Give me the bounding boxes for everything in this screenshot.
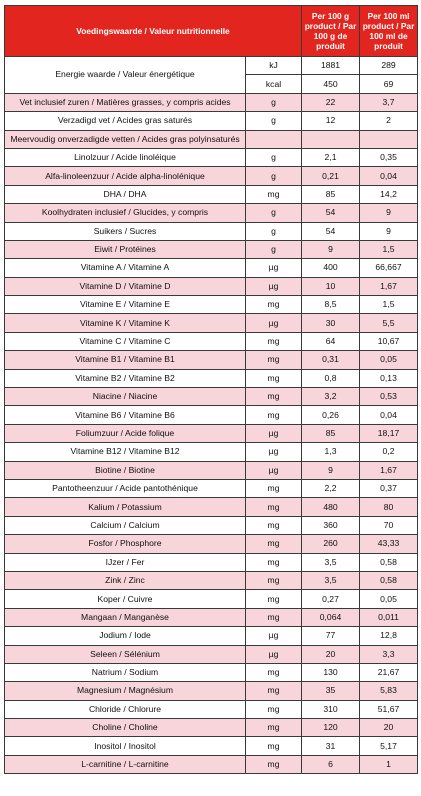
unit-cell: mg — [246, 608, 302, 626]
unit-cell: mg — [246, 737, 302, 755]
per-100g-value: 30 — [302, 314, 360, 332]
nutrient-name: Verzadigd vet / Acides gras saturés — [5, 112, 246, 130]
per-100ml-value: 1,5 — [360, 296, 418, 314]
per-100g-value — [302, 130, 360, 148]
unit-cell: µg — [246, 424, 302, 442]
energy-label: Energie waarde / Valeur énergétique — [5, 57, 246, 94]
nutrient-name: Seleen / Sélénium — [5, 645, 246, 663]
per-100g-value: 22 — [302, 93, 360, 111]
per-100g-value: 77 — [302, 627, 360, 645]
per-100g-value: 0,27 — [302, 590, 360, 608]
unit-cell: mg — [246, 351, 302, 369]
per-100ml-value: 0,13 — [360, 369, 418, 387]
per-100ml-value: 1,5 — [360, 240, 418, 258]
table-row — [5, 755, 418, 773]
unit-cell: µg — [246, 443, 302, 461]
per-100ml-value: 2 — [360, 112, 418, 130]
per-100ml-value: 1 — [360, 755, 418, 773]
unit-cell: mg — [246, 479, 302, 497]
per-100ml-value: 43,33 — [360, 535, 418, 553]
per-100ml-value: 0,05 — [360, 351, 418, 369]
energy-kj-per100g: 1881 — [302, 57, 360, 75]
table-row — [5, 719, 418, 737]
unit-cell: µg — [246, 277, 302, 295]
per-100ml-value: 3,3 — [360, 645, 418, 663]
per-100g-value: 64 — [302, 332, 360, 350]
unit-cell: µg — [246, 314, 302, 332]
table-row — [5, 645, 418, 663]
per-100g-value: 480 — [302, 498, 360, 516]
per-100g-value: 2,2 — [302, 479, 360, 497]
per-100g-value: 10 — [302, 277, 360, 295]
per-100g-value: 120 — [302, 719, 360, 737]
table-row — [5, 627, 418, 645]
per-100ml-value: 0,37 — [360, 479, 418, 497]
table-row — [5, 388, 418, 406]
unit-cell: mg — [246, 185, 302, 203]
per-100g-value: 8,5 — [302, 296, 360, 314]
nutrient-name: Jodium / Iode — [5, 627, 246, 645]
per-100g-value: 3,5 — [302, 553, 360, 571]
nutrient-name: Koper / Cuivre — [5, 590, 246, 608]
table-row — [5, 737, 418, 755]
unit-cell: mg — [246, 755, 302, 773]
nutrient-name: Vitamine E / Vitamine E — [5, 296, 246, 314]
per-100g-value: 3,2 — [302, 388, 360, 406]
per-100ml-value: 5,5 — [360, 314, 418, 332]
per-100g-value: 0,26 — [302, 406, 360, 424]
table-row — [5, 535, 418, 553]
nutrient-name: Vitamine B1 / Vitamine B1 — [5, 351, 246, 369]
unit-cell: mg — [246, 535, 302, 553]
nutrient-name: Fosfor / Phosphore — [5, 535, 246, 553]
table-row — [5, 351, 418, 369]
per-100g-value: 35 — [302, 682, 360, 700]
unit-cell: mg — [246, 406, 302, 424]
per-100ml-value: 18,17 — [360, 424, 418, 442]
per-100g-header: Per 100 g product / Par 100 g de produit — [302, 6, 360, 57]
per-100ml-value: 14,2 — [360, 185, 418, 203]
table-row — [5, 204, 418, 222]
nutrient-name: Niacine / Niacine — [5, 388, 246, 406]
unit-cell: mg — [246, 590, 302, 608]
table-row — [5, 406, 418, 424]
nutrient-name: Inositol / Inositol — [5, 737, 246, 755]
unit-cell: g — [246, 204, 302, 222]
unit-cell: mg — [246, 682, 302, 700]
nutrient-name: Calcium / Calcium — [5, 516, 246, 534]
per-100ml-value: 21,67 — [360, 663, 418, 681]
table-row — [5, 498, 418, 516]
table-row — [5, 682, 418, 700]
nutrient-name: Magnesium / Magnésium — [5, 682, 246, 700]
table-row — [5, 93, 418, 111]
per-100g-value: 85 — [302, 424, 360, 442]
unit-cell — [246, 130, 302, 148]
nutrient-name: Vitamine C / Vitamine C — [5, 332, 246, 350]
table-row — [5, 608, 418, 626]
per-100ml-value: 0,2 — [360, 443, 418, 461]
nutrition-table — [4, 5, 418, 774]
nutrient-name: Vitamine B2 / Vitamine B2 — [5, 369, 246, 387]
unit-cell: g — [246, 240, 302, 258]
table-row — [5, 516, 418, 534]
unit-cell: g — [246, 222, 302, 240]
per-100g-value: 2,1 — [302, 148, 360, 166]
per-100ml-value: 9 — [360, 204, 418, 222]
per-100ml-value: 12,8 — [360, 627, 418, 645]
nutrient-name: Vitamine D / Vitamine D — [5, 277, 246, 295]
nutrient-name: Vitamine B12 / Vitamine B12 — [5, 443, 246, 461]
nutrient-name: Vitamine A / Vitamine A — [5, 259, 246, 277]
per-100ml-value: 0,58 — [360, 553, 418, 571]
unit-cell: mg — [246, 332, 302, 350]
unit-cell: g — [246, 167, 302, 185]
table-row — [5, 424, 418, 442]
table-title: Voedingswaarde / Valeur nutritionnelle — [5, 6, 302, 57]
per-100ml-value: 9 — [360, 222, 418, 240]
table-row — [5, 277, 418, 295]
table-row — [5, 112, 418, 130]
unit-cell: µg — [246, 461, 302, 479]
table-header-row — [5, 6, 418, 57]
per-100ml-value: 51,67 — [360, 700, 418, 718]
per-100g-value: 360 — [302, 516, 360, 534]
per-100g-value: 31 — [302, 737, 360, 755]
per-100g-value: 6 — [302, 755, 360, 773]
per-100g-value: 54 — [302, 204, 360, 222]
table-row — [5, 240, 418, 258]
table-row — [5, 479, 418, 497]
unit-cell: g — [246, 93, 302, 111]
table-row — [5, 259, 418, 277]
nutrient-name: Vitamine B6 / Vitamine B6 — [5, 406, 246, 424]
energy-kcal-unit: kcal — [246, 75, 302, 93]
nutrient-name: IJzer / Fer — [5, 553, 246, 571]
per-100ml-value: 0,58 — [360, 571, 418, 589]
per-100ml-value: 5,83 — [360, 682, 418, 700]
nutrient-name: Natrium / Sodium — [5, 663, 246, 681]
per-100ml-value: 66,667 — [360, 259, 418, 277]
per-100ml-value: 0,35 — [360, 148, 418, 166]
nutrient-name: Vet inclusief zuren / Matières grasses, y compris acides — [5, 93, 246, 111]
per-100ml-value: 3,7 — [360, 93, 418, 111]
nutrient-name: Alfa-linoleenzuur / Acide alpha-linolénique — [5, 167, 246, 185]
energy-kj-per100ml: 289 — [360, 57, 418, 75]
per-100g-value: 9 — [302, 461, 360, 479]
per-100ml-value: 5,17 — [360, 737, 418, 755]
table-row — [5, 700, 418, 718]
nutrient-name: Suikers / Sucres — [5, 222, 246, 240]
per-100g-value: 310 — [302, 700, 360, 718]
unit-cell: mg — [246, 516, 302, 534]
per-100g-value: 12 — [302, 112, 360, 130]
unit-cell: g — [246, 148, 302, 166]
unit-cell: mg — [246, 663, 302, 681]
nutrient-name: Biotine / Biotine — [5, 461, 246, 479]
unit-cell: mg — [246, 553, 302, 571]
per-100g-value: 0,8 — [302, 369, 360, 387]
unit-cell: mg — [246, 296, 302, 314]
nutrient-name: DHA / DHA — [5, 185, 246, 203]
unit-cell: g — [246, 112, 302, 130]
per-100g-value: 1,3 — [302, 443, 360, 461]
table-row — [5, 590, 418, 608]
unit-cell: mg — [246, 719, 302, 737]
nutrient-name: Meervoudig onverzadigde vetten / Acides gras polyinsaturés — [5, 130, 246, 148]
nutrient-name: Pantotheenzuur / Acide pantothénique — [5, 479, 246, 497]
nutrient-name: Vitamine K / Vitamine K — [5, 314, 246, 332]
per-100ml-value: 80 — [360, 498, 418, 516]
nutrient-name: Eiwit / Protéines — [5, 240, 246, 258]
nutrient-name: Choline / Choline — [5, 719, 246, 737]
nutrient-name: L-carnitine / L-carnitine — [5, 755, 246, 773]
energy-kcal-per100ml: 69 — [360, 75, 418, 93]
energy-row-kj — [5, 57, 418, 75]
unit-cell: µg — [246, 627, 302, 645]
nutrient-name: Mangaan / Manganèse — [5, 608, 246, 626]
energy-kcal-per100g: 450 — [302, 75, 360, 93]
per-100g-value: 54 — [302, 222, 360, 240]
table-row — [5, 148, 418, 166]
per-100ml-value: 0,011 — [360, 608, 418, 626]
table-row — [5, 571, 418, 589]
per-100g-value: 20 — [302, 645, 360, 663]
unit-cell: µg — [246, 259, 302, 277]
per-100g-value: 9 — [302, 240, 360, 258]
per-100g-value: 85 — [302, 185, 360, 203]
unit-cell: mg — [246, 369, 302, 387]
unit-cell: mg — [246, 571, 302, 589]
per-100ml-value: 1,67 — [360, 277, 418, 295]
per-100g-value: 0,064 — [302, 608, 360, 626]
table-row — [5, 296, 418, 314]
per-100ml-value: 0,04 — [360, 406, 418, 424]
per-100ml-value — [360, 130, 418, 148]
table-row — [5, 443, 418, 461]
per-100ml-header: Per 100 ml product / Par 100 ml de produit — [360, 6, 418, 57]
per-100g-value: 400 — [302, 259, 360, 277]
nutrient-name: Linolzuur / Acide linoléique — [5, 148, 246, 166]
table-row — [5, 314, 418, 332]
per-100ml-value: 0,04 — [360, 167, 418, 185]
unit-cell: µg — [246, 645, 302, 663]
table-row — [5, 663, 418, 681]
nutrient-name: Koolhydraten inclusief / Glucides, y compris — [5, 204, 246, 222]
per-100ml-value: 20 — [360, 719, 418, 737]
nutrient-name: Chloride / Chlorure — [5, 700, 246, 718]
table-row — [5, 461, 418, 479]
per-100g-value: 0,31 — [302, 351, 360, 369]
table-row — [5, 222, 418, 240]
per-100g-value: 0,21 — [302, 167, 360, 185]
per-100ml-value: 10,67 — [360, 332, 418, 350]
table-row — [5, 130, 418, 148]
per-100g-value: 130 — [302, 663, 360, 681]
table-row — [5, 369, 418, 387]
nutrient-name: Foliumzuur / Acide folique — [5, 424, 246, 442]
nutrient-name: Zink / Zinc — [5, 571, 246, 589]
table-row — [5, 553, 418, 571]
unit-cell: mg — [246, 700, 302, 718]
per-100ml-value: 70 — [360, 516, 418, 534]
per-100ml-value: 0,05 — [360, 590, 418, 608]
per-100ml-value: 0,53 — [360, 388, 418, 406]
table-row — [5, 332, 418, 350]
unit-cell: mg — [246, 498, 302, 516]
table-row — [5, 167, 418, 185]
per-100ml-value: 1,67 — [360, 461, 418, 479]
unit-cell: mg — [246, 388, 302, 406]
nutrient-name: Kalium / Potassium — [5, 498, 246, 516]
energy-kj-unit: kJ — [246, 57, 302, 75]
per-100g-value: 260 — [302, 535, 360, 553]
per-100g-value: 3,5 — [302, 571, 360, 589]
table-row — [5, 185, 418, 203]
